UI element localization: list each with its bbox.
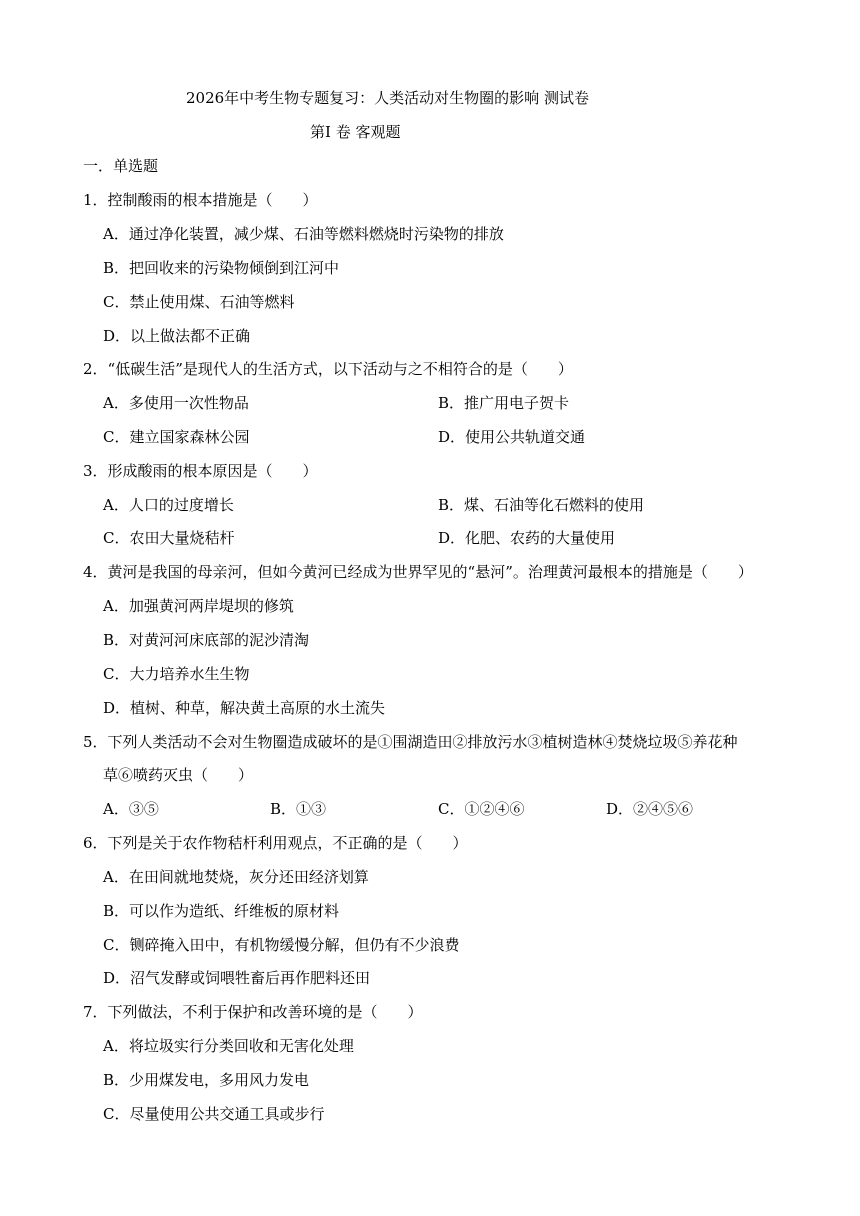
question-1-stem: 1．控制酸雨的根本措施是（ ） bbox=[83, 191, 318, 209]
question-4-option-c: C．大力培养水生生物 bbox=[103, 665, 250, 683]
question-4-option-d: D．植树、种草，解决黄土高原的水土流失 bbox=[103, 699, 386, 717]
question-2-stem: 2．“低碳生活”是现代人的生活方式，以下活动与之不相符合的是（ ） bbox=[83, 360, 573, 378]
question-6-option-d: D．沼气发酵或饲喂牲畜后再作肥料还田 bbox=[103, 969, 371, 987]
question-4-option-a: A．加强黄河两岸堤坝的修筑 bbox=[103, 597, 294, 615]
question-7-stem: 7．下列做法，不利于保护和改善环境的是（ ） bbox=[83, 1003, 423, 1021]
question-7-option-c: C．尽量使用公共交通工具或步行 bbox=[103, 1105, 325, 1123]
question-3-option-b: B．煤、石油等化石燃料的使用 bbox=[438, 496, 645, 514]
question-1-option-a: A．通过净化装置，减少煤、石油等燃料燃烧时污染物的排放 bbox=[103, 225, 504, 243]
question-3-option-a: A．人口的过度增长 bbox=[103, 496, 234, 514]
question-5-option-c: C．①②④⑥ bbox=[438, 800, 525, 818]
question-5-option-d: D．②④⑤⑥ bbox=[606, 800, 694, 818]
question-5-stem-continued: 草⑥喷药灭虫（ ） bbox=[103, 766, 254, 784]
question-6-option-a: A．在田间就地焚烧，灰分还田经济划算 bbox=[103, 868, 369, 886]
question-1-option-d: D．以上做法都不正确 bbox=[103, 327, 251, 345]
question-7-option-a: A．将垃圾实行分类回收和无害化处理 bbox=[103, 1037, 354, 1055]
question-7-option-b: B．少用煤发电，多用风力发电 bbox=[103, 1071, 310, 1089]
question-5-option-a: A．③⑤ bbox=[103, 800, 159, 818]
question-5-stem: 5．下列人类活动不会对生物圈造成破坏的是①围湖造田②排放污水③植树造林④焚烧垃圾⑤养花种 bbox=[83, 733, 738, 751]
question-6-option-c: C．铡碎掩入田中，有机物缓慢分解，但仍有不少浪费 bbox=[103, 936, 460, 954]
part-heading: 第Ⅰ 卷 客观题 bbox=[310, 123, 401, 141]
question-6-option-b: B．可以作为造纸、纤维板的原材料 bbox=[103, 902, 340, 920]
question-2-option-d: D．使用公共轨道交通 bbox=[438, 428, 586, 446]
question-3-option-d: D．化肥、农药的大量使用 bbox=[438, 529, 616, 547]
question-1-option-c: C．禁止使用煤、石油等燃料 bbox=[103, 293, 295, 311]
page-title: 2026年中考生物专题复习：人类活动对生物圈的影响 测试卷 bbox=[186, 89, 589, 107]
question-5-option-b: B．①③ bbox=[270, 800, 327, 818]
question-2-option-c: C．建立国家森林公园 bbox=[103, 428, 250, 446]
question-4-option-b: B．对黄河河床底部的泥沙清淘 bbox=[103, 631, 310, 649]
question-6-stem: 6．下列是关于农作物秸杆利用观点，不正确的是（ ） bbox=[83, 834, 468, 852]
question-2-option-a: A．多使用一次性物品 bbox=[103, 394, 249, 412]
question-1-option-b: B．把回收来的污染物倾倒到江河中 bbox=[103, 259, 340, 277]
question-3-stem: 3．形成酸雨的根本原因是（ ） bbox=[83, 462, 318, 480]
question-2-option-b: B．推广用电子贺卡 bbox=[438, 394, 570, 412]
question-4-stem: 4．黄河是我国的母亲河，但如今黄河已经成为世界罕见的“悬河”。治理黄河最根本的措施是（ ） bbox=[83, 563, 753, 581]
question-3-option-c: C．农田大量烧秸杆 bbox=[103, 529, 235, 547]
section-heading: 一．单选题 bbox=[83, 157, 159, 175]
